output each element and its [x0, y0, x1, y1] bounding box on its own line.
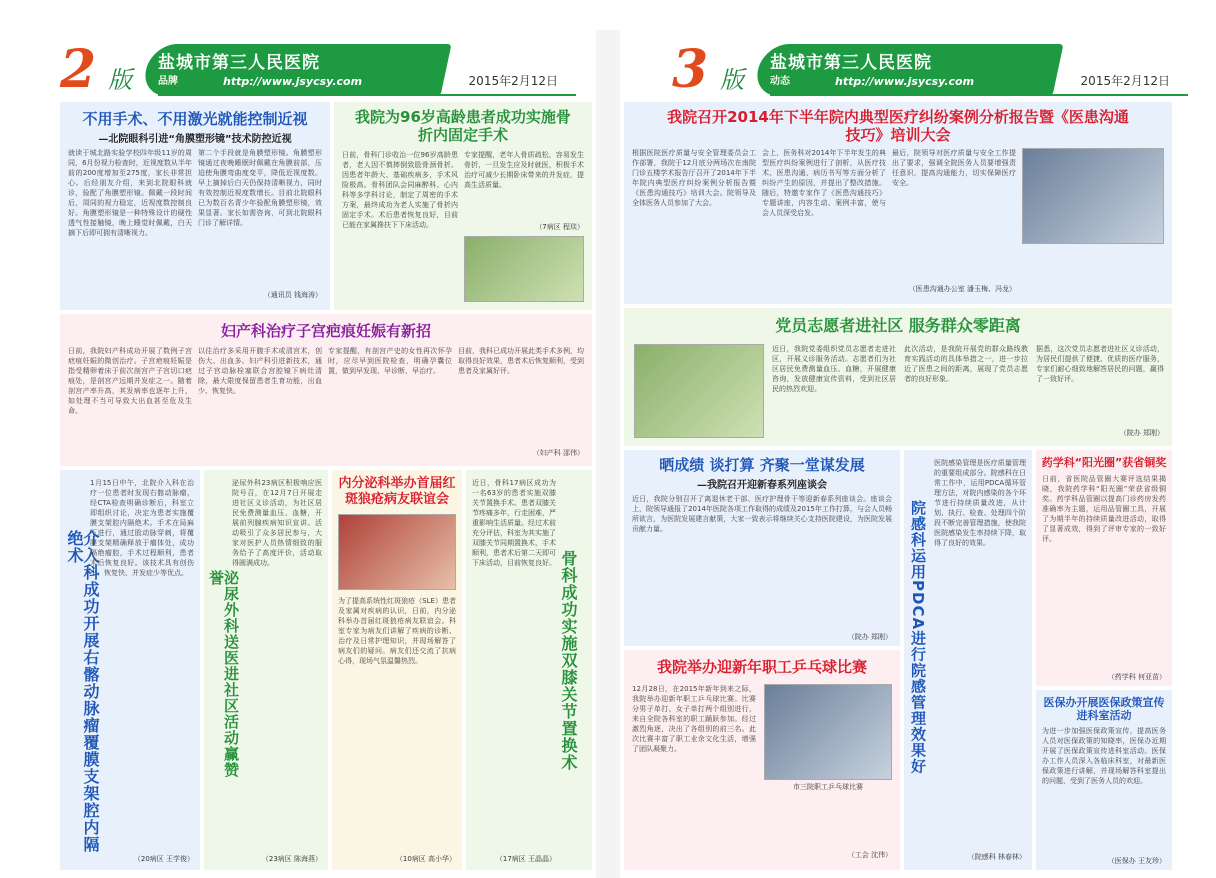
article-photo: [634, 344, 764, 438]
article-author: （医患沟通办公室 潘玉梅、冯龙）: [908, 285, 1016, 293]
article-title: 介入科成功开展右髂动脉瘤覆膜支架腔内隔绝术: [65, 530, 100, 853]
article-body: 日前，骨科门诊收治一位96岁高龄患者，老人因不慎摔倒致股骨颈骨折。因患者年龄大、基础疾病多，手术风险极高。骨科团队会同麻醉科、心内科等多学科讨论，制定了周密的手术方案，最终成功为老人实施了骨折内固定手术。术后患者恢复良好，目前已能在家属搀扶下下床活动。: [342, 151, 458, 229]
article-urology: [204, 470, 328, 870]
article-insurance: [1036, 690, 1172, 870]
issue-date: 2015年2月12日: [468, 74, 558, 88]
article-title: 骨科成功实施双膝关节置换术: [559, 550, 578, 771]
article-author: （23病区 陈海燕）: [261, 855, 322, 863]
photo-caption: 市三院职工乒乓球比赛: [793, 783, 863, 791]
article-author: （7病区 程琰）: [535, 223, 584, 231]
article-title: 妇产科治疗子宫疤痕妊娠有新招: [220, 322, 431, 340]
article-body: 为了提高系统性红斑狼疮（SLE）患者及家属对疾病的认识，日前，内分泌科举办首届红斑狼疮病友联谊会。科室专家为病友们讲解了疾病的诊断、治疗及日常护理知识，并现场解答了病友们的疑问。病友们还交流了抗病心得，现场气氛温馨热烈。: [338, 597, 456, 665]
website-link[interactable]: http://www.jsycsy.com: [835, 75, 975, 88]
article-author: （院办 郑刚）: [1119, 429, 1164, 437]
article-title: 党员志愿者进社区 服务群众零距离: [775, 316, 1021, 335]
header-divider: [770, 94, 1188, 96]
article-dispute-report: [624, 102, 1172, 304]
article-body: 近日，骨科17病区成功为一名63岁的患者实施双膝关节置换手术。患者双膝关节疼痛多年，行走困难，严重影响生活质量。经过术前充分评估，科室为其实施了双膝关节同期置换术，手术顺利，患者术后第二天即可下床活动，目前恢复良好。: [472, 479, 556, 567]
article-title: 内分泌科举办首届红斑狼疮病友联谊会: [338, 476, 456, 507]
article-body: 专家提醒，有剖宫产史的女性再次怀孕时，应尽早到医院检查，明确孕囊位置，做到早发现、早诊断、早治疗。: [328, 347, 452, 375]
article-photo: [1022, 148, 1164, 244]
article-body: 就读于城北路实验学校四年级11岁的周同，6月份视力检查时，近视度数从半年前的200度增加至275度，家长非常担心。后经朋友介绍，来到北院眼科就诊，验配了角膜塑形镜。佩戴一段时间后，周同的视力稳定，近视度数控制良好。角膜塑形镜是一种特殊设计的硬性透气性接触镜，晚上睡觉时佩戴，白天摘下后即可拥有清晰视力。: [68, 149, 192, 237]
article-author: （院感科 林春林）: [967, 853, 1026, 861]
article-title: 我院为96岁高龄患者成功实施骨折内固定手术: [355, 108, 571, 144]
article-author: （药学科 何亚苗）: [1107, 673, 1166, 681]
article-knee: [466, 470, 592, 870]
article-title: 医保办开展医保政策宣传进科室活动: [1043, 696, 1165, 723]
website-link[interactable]: http://www.jsycsy.com: [223, 75, 363, 88]
article-body: 目前，我科已成功开展此类手术多例，均取得良好效果，患者术后恢复顺利，受到患者及家属好评。: [458, 347, 584, 375]
article-body: 泌尿外科23病区积极响应医院号召，在12月7日开展走进社区义诊活动，为社区居民免费测量血压、血糖，开展前列腺疾病知识宣讲。活动吸引了众多居民参与，大家对医护人员热情细致的服务给予了高度评价，活动取得圆满成功。: [232, 479, 322, 567]
article-pharmacy: [1036, 450, 1172, 686]
article-body: 第二个手段就是角膜塑形镜。角膜塑形镜通过夜晚睡眠时佩戴在角膜前部，压迫使角膜弯曲度变平，降低近视度数。早上摘掉后白天仍保持清晰视力，同时有效控制近视度数增长。目前北院眼科已为数百名青少年验配角膜塑形镜，效果显著。家长如需咨询，可到北院眼科门诊了解详情。: [198, 149, 322, 227]
article-intervention: [60, 470, 200, 870]
issue-date: 2015年2月12日: [1080, 74, 1170, 88]
article-author: （妇产科 邵伟）: [532, 449, 584, 457]
article-body: 最后，院领导对医疗质量与安全工作提出了要求，强调全院医务人员要增强责任意识，提高沟通能力，切实保障医疗安全。: [892, 149, 1016, 187]
article-symposium: [624, 450, 900, 646]
section-name: 品牌: [158, 76, 178, 87]
article-fracture: [334, 102, 592, 310]
article-body: 据悉，这次党员志愿者进社区义诊活动，为居民们提供了便捷、优质的医疗服务，专家们耐心细致地解答居民的问题，赢得了一致好评。: [1036, 345, 1164, 383]
section-name: 动态: [770, 76, 790, 87]
article-obstetrics: [60, 314, 592, 466]
article-title: 我院举办迎新年职工乒乓球比赛: [656, 658, 867, 676]
page-gutter: [596, 30, 620, 878]
article-title: 我院召开2014年下半年院内典型医疗纠纷案例分析报告暨《医患沟通技巧》培训大会: [667, 108, 1129, 144]
page-number: 3: [672, 39, 709, 100]
hospital-name: 盐城市第三人民医院: [770, 53, 932, 73]
article-body: 近日，我院分别召开了离退休老干部、医疗护理骨干等迎新春系列座谈会。座谈会上，院领导通报了2014年医院各项工作取得的成绩及2015年工作打算，与会人员畅所欲言，为医院发展建言献策，大家一致表示将继续关心支持医院建设，为医院发展贡献力量。: [632, 495, 892, 533]
article-title: 院感科运用PDCA进行院感管理效果好: [909, 500, 927, 775]
article-author: （20病区 王学俊）: [133, 855, 194, 863]
article-body: 此次活动，是我院开展党的群众路线教育实践活动的具体举措之一，进一步拉近了医患之间的距离，展现了党员志愿者的良好形象。: [904, 345, 1028, 383]
article-body: 为进一步加强医保政策宣传，提高医务人员对医保政策的知晓率，医保办近期开展了医保政策宣传进科室活动。医保办工作人员深入各临床科室，对最新医保政策进行讲解，并现场解答科室提出的问题，受到了医务人员的欢迎。: [1042, 727, 1166, 785]
article-body: 以往治疗多采用开腹手术或清宫术，创伤大、出血多。妇产科引进新技术，通过子宫动脉栓塞联合宫腔镜下病灶清除，最大限度保留患者生育功能，出血少、恢复快。: [198, 347, 322, 395]
page-2: [8, 30, 596, 878]
article-author: （院办 郑刚）: [847, 633, 892, 641]
article-author: （工会 沈伟）: [847, 851, 892, 859]
article-body: 根据医院医疗质量与安全管理委员会工作部署，我院于12月底分两场次在南院门诊五楼学术报告厅召开了2014年下半年院内典型医疗纠纷案例分析报告暨《医患沟通技巧》培训大会。院领导及全体医务人员参加了大会。: [632, 149, 756, 207]
article-pdca: [904, 450, 1032, 870]
article-subtitle: —我院召开迎新春系列座谈会: [697, 480, 827, 491]
article-author: （通讯员 钱海涛）: [263, 291, 322, 299]
page-3-banner: [620, 30, 1208, 100]
article-pingpong: [624, 650, 900, 870]
article-photo: [764, 684, 892, 780]
header-divider: [158, 94, 576, 96]
page-3: [620, 30, 1208, 878]
article-author: （医保办 王友珍）: [1107, 857, 1166, 865]
article-volunteers: [624, 308, 1172, 446]
article-endocrinology: [332, 470, 462, 870]
article-title: 泌尿外科送医进社区活动赢赞誉: [207, 570, 240, 778]
article-body: 日前，省医院品管圈大赛评选结果揭晓，我院药学科“阳光圈”荣获省级铜奖。药学科品管圈以提高门诊药房发药准确率为主题，运用品管圈工具，开展了为期半年的持续质量改进活动，取得了显著成效，得到了评审专家的一致好评。: [1042, 475, 1166, 543]
article-body: 1月15日中午，北院介入科在治疗一位患者时发现右髂动脉瘤，经CTA检查明确诊断后，科室立即组织讨论，决定为患者实施覆膜支架腔内隔绝术。手术在局麻下进行，通过股动脉穿刺，将覆膜支架精确释放于瘤体处，成功隔绝瘤腔，手术过程顺利，患者术后恢复良好。该技术具有创伤小、恢复快、并发症少等优点。: [90, 479, 194, 577]
article-title: 不用手术、不用激光就能控制近视: [82, 110, 308, 128]
page-number: 2: [60, 39, 97, 100]
article-body: 日前，我院妇产科成功开展了数例子宫疤痕妊娠的微创治疗。子宫疤痕妊娠是指受精卵着床于前次剖宫产子宫切口疤痕处，是剖宫产远期并发症之一。随着剖宫产率升高，其发病率也逐年上升，如处理不当可导致大出血甚至危及生命。: [68, 347, 192, 415]
hospital-name: 盐城市第三人民医院: [158, 53, 320, 73]
article-title: 晒成绩 谈打算 齐聚一堂谋发展: [659, 456, 865, 474]
page-ban-label: 版: [108, 66, 132, 94]
article-photo: [338, 514, 456, 590]
article-photo: [464, 236, 584, 302]
article-myopia: [60, 102, 330, 310]
page-2-banner: [8, 30, 596, 100]
article-author: （10病区 高小华）: [395, 855, 456, 863]
article-title: 药学科“阳光圈”获省铜奖: [1041, 456, 1167, 469]
article-body: 近日，我院党委组织党员志愿者走进社区，开展义诊服务活动。志愿者们为社区居民免费测量血压、血糖，开展健康咨询，发放健康宣传资料，受到社区居民的热烈欢迎。: [772, 345, 896, 393]
article-subtitle: —北院眼科引进“角膜塑形镜”技术防控近视: [98, 134, 292, 145]
article-author: （17病区 王晶晶）: [495, 855, 556, 863]
article-body: 12月28日，在2015年新年到来之际，我院举办迎新年职工乒乓球比赛。比赛分男子单打、女子单打两个组别进行，来自全院各科室的职工踊跃参加。经过激烈角逐，决出了各组别的前三名。此次比赛丰富了职工业余文化生活，增强了团队凝聚力。: [632, 685, 756, 753]
article-body: 专家提醒，老年人骨质疏松，容易发生骨折，一旦发生应及时就医，积极手术治疗可减少长期卧床带来的并发症，提高生活质量。: [464, 151, 584, 189]
page-ban-label: 版: [720, 66, 744, 94]
article-body: 医院感染管理是医疗质量管理的重要组成部分。院感科在日常工作中，运用PDCA循环管理方法，对院内感染的各个环节进行持续质量改进，从计划、执行、检查、处理四个阶段不断完善管理措施，使我院医院感染发生率持续下降，取得了良好的效果。: [934, 459, 1026, 547]
article-body: 会上，医务科对2014年下半年发生的典型医疗纠纷案例进行了剖析，从医疗技术、医患沟通、病历书写等方面分析了纠纷产生的原因，并提出了整改措施。随后，特邀专家作了《医患沟通技巧》专题讲座，内容生动、案例丰富，使与会人员深受启发。: [762, 149, 886, 217]
